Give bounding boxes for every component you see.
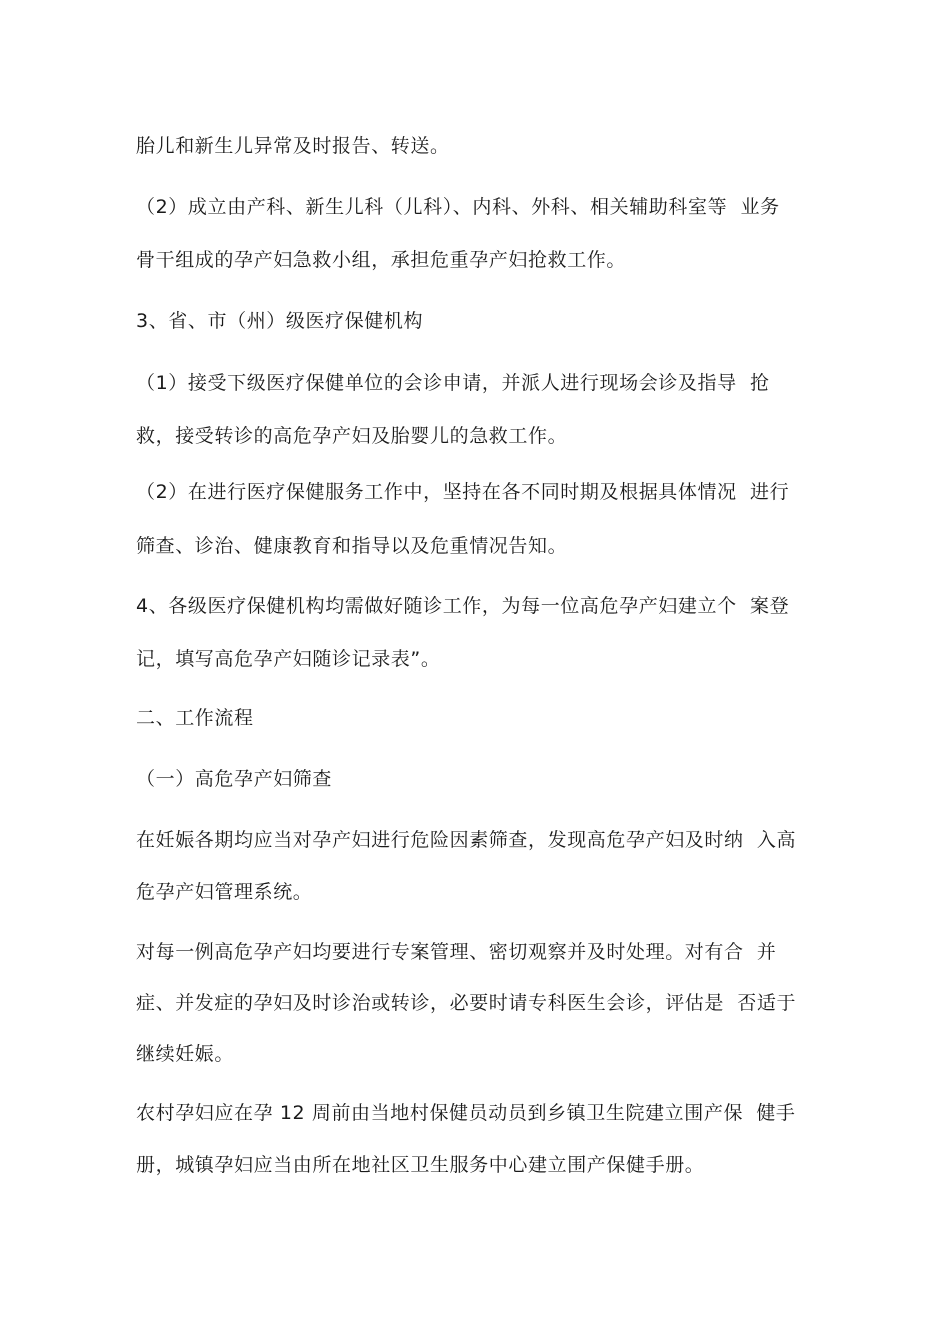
text-line: 救，接受转诊的高危孕产妇及胎婴儿的急救工作。	[136, 425, 568, 447]
text-line: 症、并发症的孕妇及时诊治或转诊，必要时请专科医生会诊，评估是 否适于	[136, 992, 797, 1014]
section-heading: 3、省、市（州）级医疗保健机构	[136, 310, 424, 332]
text-line: （2）在进行医疗保健服务工作中，坚持在各不同时期及根据具体情况 进行	[136, 481, 790, 503]
text-line: 4、各级医疗保健机构均需做好随诊工作，为每一位高危孕产妇建立个 案登	[136, 595, 790, 617]
text-line: 筛查、诊治、健康教育和指导以及危重情况告知。	[136, 535, 568, 557]
text-line: 在妊娠各期均应当对孕产妇进行危险因素筛查，发现高危孕产妇及时纳 入高	[136, 829, 797, 851]
text-line: 骨干组成的孕产妇急救小组，承担危重孕产妇抢救工作。	[136, 249, 627, 271]
text-line: 危孕产妇管理系统。	[136, 881, 313, 903]
text-line: 继续妊娠。	[136, 1043, 235, 1065]
text-line: （1）接受下级医疗保健单位的会诊申请，并派人进行现场会诊及指导 抢	[136, 372, 770, 394]
text-line: 农村孕妇应在孕 12 周前由当地村保健员动员到乡镇卫生院建立围产保 健手	[136, 1102, 796, 1124]
text-line: 册，城镇孕妇应当由所在地社区卫生服务中心建立围产保健手册。	[136, 1154, 705, 1176]
section-heading: 二、工作流程	[136, 707, 254, 729]
text-line: 对每一例高危孕产妇均要进行专案管理、密切观察并及时处理。对有合 并	[136, 941, 777, 963]
text-line: 胎儿和新生儿异常及时报告、转送。	[136, 135, 450, 157]
subsection-heading: （一）高危孕产妇筛查	[136, 768, 333, 790]
text-line: （2）成立由产科、新生儿科（儿科）、内科、外科、相关辅助科室等 业务	[136, 196, 780, 218]
text-line: 记，填写高危孕产妇随诊记录表”。	[136, 648, 441, 670]
